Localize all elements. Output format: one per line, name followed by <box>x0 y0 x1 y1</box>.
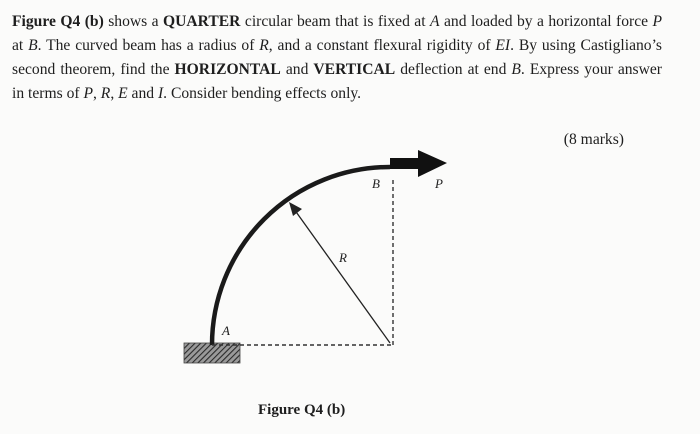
question-text-part: shows a <box>103 13 164 30</box>
symbol-B: B <box>511 61 521 78</box>
question-text-part: . Consider bending effects only. <box>163 85 362 102</box>
question-text-part: and <box>127 85 158 102</box>
question-text-part: and loaded by a horizontal force <box>439 13 653 30</box>
label-P: P <box>435 176 443 191</box>
curved-beam <box>212 167 390 345</box>
question-text-part: at <box>12 37 29 54</box>
symbol-P: P <box>83 85 93 102</box>
emphasis-quarter: QUARTER <box>163 13 241 30</box>
question-text-part: . The curved beam has a radius of <box>37 37 260 54</box>
symbol-I: I <box>157 85 164 102</box>
figure-caption: Figure Q4 (b) <box>258 402 346 418</box>
label-A: A <box>222 323 230 338</box>
question-text-part: and <box>280 61 314 78</box>
radius-line <box>294 209 390 343</box>
symbol-A: A <box>430 13 440 30</box>
question-text-part: , <box>110 85 119 102</box>
question-text-part: deflection at end <box>395 61 512 78</box>
question-text-part: , and a constant flexural rigidity of <box>268 37 496 54</box>
load-arrow-shaft <box>390 158 422 169</box>
symbol-E: E <box>118 85 128 102</box>
fixed-support <box>184 343 240 363</box>
label-R: R <box>339 250 347 265</box>
symbol-P: P <box>652 13 663 30</box>
question-text-part: . By using Castigliano’s second theorem, find the <box>12 37 662 78</box>
question-text-part: circular beam that is fixed at <box>240 13 431 30</box>
symbol-R: R <box>259 37 269 54</box>
emphasis-horizontal: HORIZONTAL <box>174 61 281 78</box>
symbol-B: B <box>28 37 38 54</box>
symbol-EI: EI <box>495 37 511 54</box>
radius-arrowhead <box>289 202 302 216</box>
question-text-part: . Express your answer in terms of <box>12 61 662 102</box>
figure-reference: Figure Q4 (b) <box>12 13 104 30</box>
label-B: B <box>372 176 380 191</box>
symbol-R: R <box>100 85 111 102</box>
emphasis-vertical: VERTICAL <box>313 61 396 78</box>
marks-label: (8 marks) <box>563 131 624 148</box>
question-text-part: , <box>93 85 101 102</box>
load-arrow-head <box>418 150 447 177</box>
